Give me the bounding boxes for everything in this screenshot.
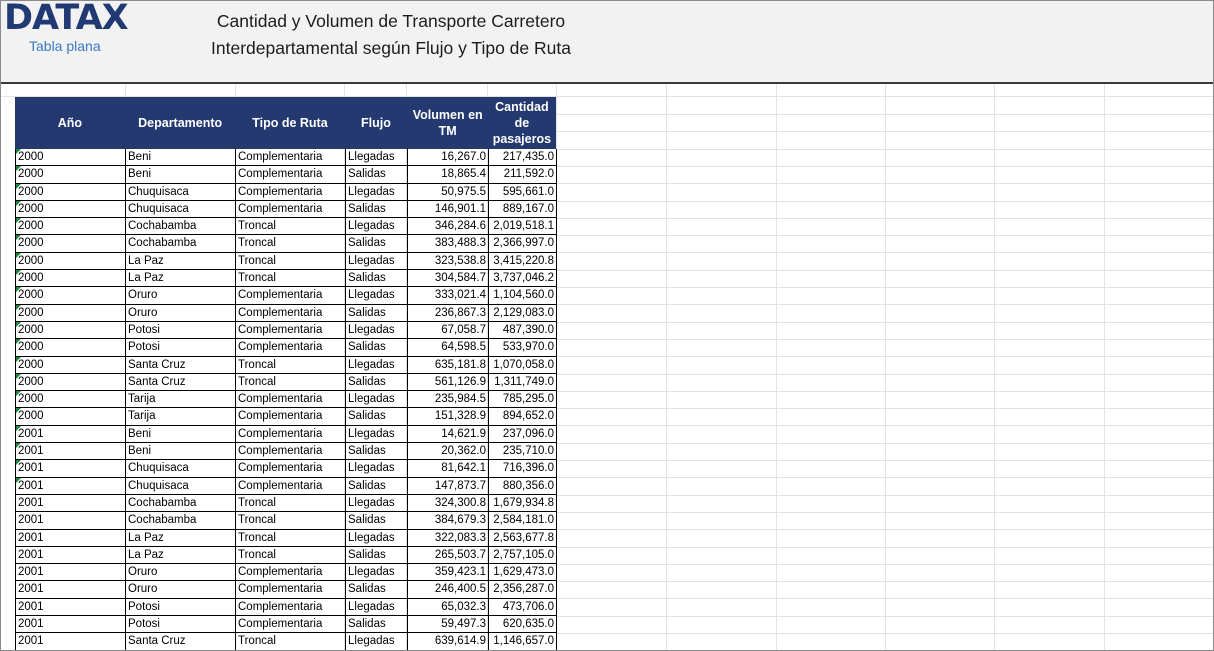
cell-pasajeros[interactable]: 473,706.0 — [489, 599, 557, 616]
error-marker-icon — [16, 149, 21, 154]
cell-departamento[interactable]: La Paz — [126, 530, 236, 547]
cell-flujo[interactable]: Salidas — [346, 478, 408, 495]
empty-row — [557, 201, 1213, 219]
cell-flujo[interactable]: Salidas — [346, 547, 408, 564]
cell-departamento[interactable]: Cochabamba — [126, 235, 236, 252]
cell-pasajeros[interactable]: 1,311,749.0 — [489, 374, 557, 391]
cell-flujo[interactable]: Salidas — [346, 305, 408, 322]
cell-year[interactable] — [15, 270, 126, 287]
empty-row — [557, 97, 1213, 115]
cell-tipo-ruta[interactable]: Troncal — [236, 512, 346, 529]
cell-tipo-ruta[interactable]: Troncal — [236, 270, 346, 287]
table-row — [15, 270, 557, 287]
cell-tipo-ruta[interactable]: Complementaria — [236, 426, 346, 443]
cell-flujo[interactable]: Llegadas — [346, 322, 408, 339]
cell-volumen[interactable]: 16,267.0 — [408, 149, 489, 166]
error-marker-icon — [16, 339, 21, 344]
cell-pasajeros[interactable]: 1,146,657.0 — [489, 633, 557, 650]
cell-volumen[interactable]: 324,300.8 — [408, 495, 489, 512]
cell-flujo[interactable]: Salidas — [346, 512, 408, 529]
cell-year[interactable]: 2001 — [15, 530, 126, 547]
cell-year-text: 2000 — [18, 306, 44, 319]
cell-year[interactable] — [15, 235, 126, 252]
cell-flujo[interactable]: Salidas — [346, 270, 408, 287]
table-row — [15, 408, 557, 425]
error-marker-icon — [16, 391, 21, 396]
cell-departamento[interactable]: Chuquisaca — [126, 460, 236, 477]
cell-pasajeros[interactable]: 2,563,677.8 — [489, 530, 557, 547]
cell-flujo[interactable]: Llegadas — [346, 426, 408, 443]
table-row — [15, 339, 557, 356]
cell-tipo-ruta[interactable]: Troncal — [236, 235, 346, 252]
cell-volumen[interactable]: 383,488.3 — [408, 235, 489, 252]
cell-year[interactable]: 2001 — [15, 581, 126, 598]
error-marker-icon — [16, 201, 21, 206]
cell-year-text: 2000 — [18, 151, 44, 163]
cell-year-text: 2001 — [18, 427, 44, 440]
table-row — [15, 391, 557, 408]
cell-flujo[interactable]: Llegadas — [346, 357, 408, 374]
cell-departamento[interactable]: Oruro — [126, 581, 236, 598]
cell-flujo[interactable]: Salidas — [346, 408, 408, 425]
empty-row — [557, 374, 1213, 392]
table-row — [15, 218, 557, 235]
empty-row — [557, 495, 1213, 513]
cell-volumen[interactable]: 236,867.3 — [408, 305, 489, 322]
cell-year-text: 2000 — [18, 289, 44, 302]
cell-volumen[interactable]: 65,032.3 — [408, 599, 489, 616]
cell-tipo-ruta[interactable]: Complementaria — [236, 599, 346, 616]
table-row — [15, 287, 557, 304]
cell-flujo[interactable]: Salidas — [346, 339, 408, 356]
cell-pasajeros[interactable]: 1,104,560.0 — [489, 287, 557, 304]
empty-row — [557, 218, 1213, 236]
cell-tipo-ruta[interactable]: Complementaria — [236, 149, 346, 166]
cell-tipo-ruta[interactable]: Complementaria — [236, 616, 346, 633]
cell-pasajeros[interactable]: 487,390.0 — [489, 322, 557, 339]
empty-row — [557, 564, 1213, 582]
cell-pasajeros[interactable]: 2,129,083.0 — [489, 305, 557, 322]
cell-year[interactable] — [15, 166, 126, 183]
cell-year[interactable] — [15, 357, 126, 374]
table-row — [15, 530, 557, 547]
cell-tipo-ruta[interactable]: Troncal — [236, 633, 346, 650]
cell-pasajeros[interactable]: 3,415,220.8 — [489, 253, 557, 270]
table-row — [15, 184, 557, 201]
empty-row — [557, 530, 1213, 548]
cell-year[interactable] — [15, 218, 126, 235]
table-row — [15, 633, 557, 650]
table-row — [15, 512, 557, 529]
cell-year[interactable] — [15, 374, 126, 391]
empty-row — [557, 114, 1213, 132]
empty-row — [557, 443, 1213, 461]
cell-flujo[interactable]: Salidas — [346, 616, 408, 633]
cell-year-text: 2001 — [18, 479, 44, 492]
cell-pasajeros[interactable]: 620,635.0 — [489, 616, 557, 633]
error-marker-icon — [16, 184, 21, 189]
cell-departamento[interactable]: La Paz — [126, 253, 236, 270]
error-marker-icon — [16, 166, 21, 171]
empty-row — [557, 391, 1213, 409]
cell-volumen[interactable]: 561,126.9 — [408, 374, 489, 391]
header-col-volumen[interactable]: Volumen en TM — [408, 97, 489, 149]
cell-tipo-ruta[interactable]: Troncal — [236, 218, 346, 235]
cell-volumen[interactable]: 639,614.9 — [408, 633, 489, 650]
cell-tipo-ruta[interactable]: Troncal — [236, 495, 346, 512]
empty-row — [557, 322, 1213, 340]
error-marker-icon — [16, 253, 21, 258]
cell-year-text: 2000 — [18, 272, 44, 285]
table-row — [15, 478, 557, 495]
cell-pasajeros[interactable]: 894,652.0 — [489, 408, 557, 425]
spreadsheet-grid[interactable] — [1, 84, 1213, 650]
cell-flujo[interactable]: Salidas — [346, 374, 408, 391]
cell-year[interactable] — [15, 149, 126, 166]
error-marker-icon — [16, 443, 21, 448]
blank-row — [1, 84, 1213, 97]
cell-departamento[interactable]: Santa Cruz — [126, 633, 236, 650]
cell-pasajeros[interactable]: 716,396.0 — [489, 460, 557, 477]
table-row — [15, 547, 557, 564]
empty-row — [557, 616, 1213, 634]
cell-tipo-ruta[interactable]: Troncal — [236, 547, 346, 564]
cell-tipo-ruta[interactable]: Troncal — [236, 357, 346, 374]
header-banner — [1, 1, 1213, 84]
cell-pasajeros[interactable]: 2,757,105.0 — [489, 547, 557, 564]
logo-subtitle: Tabla plana — [29, 38, 101, 54]
cell-departamento[interactable]: Beni — [126, 443, 236, 460]
cell-tipo-ruta[interactable]: Complementaria — [236, 287, 346, 304]
error-marker-icon — [16, 408, 21, 413]
header-col-pasajeros[interactable]: Cantidad de pasajeros — [489, 97, 556, 149]
error-marker-icon — [16, 478, 21, 483]
cell-flujo[interactable]: Llegadas — [346, 564, 408, 581]
cell-flujo[interactable]: Llegadas — [346, 218, 408, 235]
cell-tipo-ruta[interactable]: Troncal — [236, 374, 346, 391]
cell-departamento[interactable]: Chuquisaca — [126, 478, 236, 495]
cell-tipo-ruta[interactable]: Troncal — [236, 253, 346, 270]
cell-year[interactable] — [15, 184, 126, 201]
empty-row — [557, 305, 1213, 323]
cell-flujo[interactable]: Salidas — [346, 443, 408, 460]
cell-year-text: 2000 — [18, 220, 44, 233]
cell-volumen[interactable]: 67,058.7 — [408, 322, 489, 339]
error-marker-icon — [16, 270, 21, 275]
cell-volumen[interactable]: 333,021.4 — [408, 287, 489, 304]
cell-volumen[interactable]: 323,538.8 — [408, 253, 489, 270]
cell-departamento[interactable]: Beni — [126, 426, 236, 443]
cell-volumen[interactable]: 304,584.7 — [408, 270, 489, 287]
cell-tipo-ruta[interactable]: Complementaria — [236, 581, 346, 598]
table-row — [15, 581, 557, 598]
table-row — [15, 443, 557, 460]
cell-flujo[interactable]: Llegadas — [346, 495, 408, 512]
empty-row — [557, 357, 1213, 375]
cell-departamento[interactable]: La Paz — [126, 270, 236, 287]
cell-tipo-ruta[interactable]: Complementaria — [236, 443, 346, 460]
cell-flujo[interactable]: Salidas — [346, 235, 408, 252]
empty-row — [557, 132, 1213, 150]
cell-year-text: 2000 — [18, 323, 44, 336]
cell-flujo[interactable]: Llegadas — [346, 253, 408, 270]
cell-year-text: 2000 — [18, 341, 44, 354]
empty-row — [557, 547, 1213, 565]
cell-volumen[interactable]: 147,873.7 — [408, 478, 489, 495]
cell-year[interactable]: 2001 — [15, 633, 126, 650]
cell-year-text: 2000 — [18, 358, 44, 371]
cell-volumen[interactable]: 151,328.9 — [408, 408, 489, 425]
cell-departamento[interactable]: Tarija — [126, 391, 236, 408]
empty-row — [557, 270, 1213, 288]
table-row — [15, 235, 557, 252]
cell-tipo-ruta[interactable]: Complementaria — [236, 408, 346, 425]
error-marker-icon — [16, 287, 21, 292]
cell-pasajeros[interactable]: 2,019,518.1 — [489, 218, 557, 235]
cell-volumen[interactable]: 50,975.5 — [408, 184, 489, 201]
cell-year[interactable]: 2001 — [15, 616, 126, 633]
table-row — [15, 460, 557, 477]
error-marker-icon — [16, 305, 21, 310]
cell-pasajeros[interactable]: 235,710.0 — [489, 443, 557, 460]
cell-flujo[interactable]: Llegadas — [346, 149, 408, 166]
cell-year[interactable] — [15, 426, 126, 443]
cell-year[interactable] — [15, 253, 126, 270]
error-marker-icon — [16, 460, 21, 465]
cell-flujo[interactable]: Llegadas — [346, 599, 408, 616]
cell-departamento[interactable]: Cochabamba — [126, 495, 236, 512]
cell-flujo[interactable]: Salidas — [346, 166, 408, 183]
cell-year-text: 2001 — [18, 445, 44, 458]
cell-year-text: 2000 — [18, 237, 44, 250]
cell-pasajeros[interactable]: 533,970.0 — [489, 339, 557, 356]
empty-row — [557, 633, 1213, 651]
table-row — [15, 149, 557, 166]
cell-year[interactable]: 2001 — [15, 599, 126, 616]
cell-pasajeros[interactable]: 889,167.0 — [489, 201, 557, 218]
error-marker-icon — [16, 374, 21, 379]
header-col-tipo-ruta[interactable]: Tipo de Ruta — [236, 97, 346, 149]
empty-row — [557, 460, 1213, 478]
cell-year-text: 2000 — [18, 254, 44, 267]
table-header — [15, 97, 556, 149]
empty-row — [557, 512, 1213, 530]
cell-flujo[interactable]: Salidas — [346, 201, 408, 218]
table-row — [15, 201, 557, 218]
cell-flujo[interactable]: Llegadas — [346, 460, 408, 477]
cell-volumen[interactable]: 322,083.3 — [408, 530, 489, 547]
cell-departamento[interactable]: La Paz — [126, 547, 236, 564]
header-col-departamento[interactable]: Departamento — [126, 97, 236, 149]
cell-pasajeros[interactable]: 211,592.0 — [489, 166, 557, 183]
cell-year-text: 2000 — [18, 168, 44, 181]
table-row — [15, 564, 557, 581]
cell-year-text: 2000 — [18, 185, 44, 198]
cell-year-text: 2000 — [18, 202, 44, 215]
cell-departamento[interactable]: Potosi — [126, 339, 236, 356]
cell-tipo-ruta[interactable]: Complementaria — [236, 460, 346, 477]
cell-departamento[interactable]: Chuquisaca — [126, 184, 236, 201]
cell-tipo-ruta[interactable]: Complementaria — [236, 305, 346, 322]
cell-tipo-ruta[interactable]: Complementaria — [236, 391, 346, 408]
cell-volumen[interactable]: 64,598.5 — [408, 339, 489, 356]
cell-year[interactable]: 2001 — [15, 512, 126, 529]
cell-departamento[interactable]: Potosi — [126, 616, 236, 633]
cell-pasajeros[interactable]: 595,661.0 — [489, 184, 557, 201]
cell-volumen[interactable]: 246,400.5 — [408, 581, 489, 598]
cell-flujo[interactable]: Salidas — [346, 581, 408, 598]
cell-flujo[interactable]: Llegadas — [346, 287, 408, 304]
empty-row — [557, 408, 1213, 426]
cell-departamento[interactable]: Beni — [126, 149, 236, 166]
cell-flujo[interactable]: Llegadas — [346, 530, 408, 547]
error-marker-icon — [16, 218, 21, 223]
cell-flujo[interactable]: Llegadas — [346, 633, 408, 650]
empty-row — [557, 581, 1213, 599]
cell-tipo-ruta[interactable]: Complementaria — [236, 478, 346, 495]
error-marker-icon — [16, 357, 21, 362]
cell-departamento[interactable]: Cochabamba — [126, 512, 236, 529]
empty-row — [557, 339, 1213, 357]
empty-row — [557, 184, 1213, 202]
table-row — [15, 305, 557, 322]
cell-pasajeros[interactable]: 1,679,934.8 — [489, 495, 557, 512]
cell-year[interactable]: 2001 — [15, 564, 126, 581]
error-marker-icon — [16, 235, 21, 240]
datax-logo: DATAX — [4, 0, 128, 38]
cell-pasajeros[interactable]: 2,356,287.0 — [489, 581, 557, 598]
cell-year[interactable] — [15, 408, 126, 425]
cell-flujo[interactable]: Llegadas — [346, 391, 408, 408]
cell-departamento[interactable]: Oruro — [126, 564, 236, 581]
cell-flujo[interactable]: Llegadas — [346, 184, 408, 201]
cell-pasajeros[interactable]: 785,295.0 — [489, 391, 557, 408]
cell-volumen[interactable]: 635,181.8 — [408, 357, 489, 374]
cell-tipo-ruta[interactable]: Complementaria — [236, 184, 346, 201]
cell-year[interactable]: 2001 — [15, 547, 126, 564]
empty-row — [557, 478, 1213, 496]
cell-departamento[interactable]: Tarija — [126, 408, 236, 425]
header-col-flujo[interactable]: Flujo — [345, 97, 407, 149]
cell-year-text: 2001 — [18, 462, 44, 475]
error-marker-icon — [16, 426, 21, 431]
cell-year[interactable] — [15, 287, 126, 304]
cell-year[interactable] — [15, 322, 126, 339]
cell-pasajeros[interactable]: 880,356.0 — [489, 478, 557, 495]
empty-row — [557, 235, 1213, 253]
empty-row — [557, 166, 1213, 184]
cell-year[interactable] — [15, 391, 126, 408]
cell-pasajeros[interactable]: 2,584,181.0 — [489, 512, 557, 529]
cell-volumen[interactable]: 384,679.3 — [408, 512, 489, 529]
cell-departamento[interactable]: Cochabamba — [126, 218, 236, 235]
cell-tipo-ruta[interactable]: Complementaria — [236, 166, 346, 183]
cell-year[interactable] — [15, 339, 126, 356]
cell-volumen[interactable]: 235,984.5 — [408, 391, 489, 408]
table-row — [15, 166, 557, 183]
title-line-1: Cantidad y Volumen de Transporte Carretero — [216, 11, 566, 31]
cell-volumen[interactable]: 81,642.1 — [408, 460, 489, 477]
table-row — [15, 374, 557, 391]
table-row — [15, 357, 557, 374]
empty-row — [557, 287, 1213, 305]
cell-pasajeros[interactable]: 1,629,473.0 — [489, 564, 557, 581]
cell-departamento[interactable]: Potosi — [126, 599, 236, 616]
cell-volumen[interactable]: 20,362.0 — [408, 443, 489, 460]
cell-volumen[interactable]: 146,901.1 — [408, 201, 489, 218]
page-title — [181, 8, 601, 62]
cell-year-text: 2000 — [18, 375, 44, 388]
cell-pasajeros[interactable]: 3,737,046.2 — [489, 270, 557, 287]
cell-departamento[interactable]: Santa Cruz — [126, 357, 236, 374]
cell-pasajeros[interactable]: 237,096.0 — [489, 426, 557, 443]
empty-row — [557, 253, 1213, 271]
empty-row — [557, 599, 1213, 617]
cell-year[interactable]: 2001 — [15, 495, 126, 512]
cell-volumen[interactable]: 18,865.4 — [408, 166, 489, 183]
cell-tipo-ruta[interactable]: Complementaria — [236, 201, 346, 218]
cell-pasajeros[interactable]: 2,366,997.0 — [489, 235, 557, 252]
cell-volumen[interactable]: 359,423.1 — [408, 564, 489, 581]
cell-tipo-ruta[interactable]: Complementaria — [236, 322, 346, 339]
cell-pasajeros[interactable]: 217,435.0 — [489, 149, 557, 166]
cell-departamento[interactable]: Beni — [126, 166, 236, 183]
cell-pasajeros[interactable]: 1,070,058.0 — [489, 357, 557, 374]
table-body — [15, 149, 557, 651]
table-row — [15, 599, 557, 616]
cell-departamento[interactable]: Oruro — [126, 305, 236, 322]
table-row — [15, 426, 557, 443]
error-marker-icon — [16, 322, 21, 327]
cell-tipo-ruta[interactable]: Troncal — [236, 530, 346, 547]
cell-year[interactable] — [15, 460, 126, 477]
table-row — [15, 253, 557, 270]
empty-row — [557, 149, 1213, 167]
cell-departamento[interactable]: Potosi — [126, 322, 236, 339]
cell-year-text: 2000 — [18, 410, 44, 423]
cell-volumen[interactable]: 265,503.7 — [408, 547, 489, 564]
cell-tipo-ruta[interactable]: Complementaria — [236, 564, 346, 581]
cell-year[interactable] — [15, 201, 126, 218]
cell-year[interactable] — [15, 478, 126, 495]
cell-year[interactable] — [15, 443, 126, 460]
cell-volumen[interactable]: 59,497.3 — [408, 616, 489, 633]
cell-volumen[interactable]: 346,284.6 — [408, 218, 489, 235]
cell-volumen[interactable]: 14,621.9 — [408, 426, 489, 443]
table-row — [15, 616, 557, 633]
table-row — [15, 495, 557, 512]
empty-row — [557, 426, 1213, 444]
cell-tipo-ruta[interactable]: Complementaria — [236, 339, 346, 356]
table-row — [15, 322, 557, 339]
cell-year[interactable] — [15, 305, 126, 322]
header-col-year[interactable]: Año — [15, 97, 126, 149]
cell-departamento[interactable]: Oruro — [126, 287, 236, 304]
cell-departamento[interactable]: Chuquisaca — [126, 201, 236, 218]
cell-departamento[interactable]: Santa Cruz — [126, 374, 236, 391]
cell-year-text: 2000 — [18, 393, 44, 406]
title-line-2: Interdepartamental según Flujo y Tipo de Ruta — [211, 38, 571, 58]
